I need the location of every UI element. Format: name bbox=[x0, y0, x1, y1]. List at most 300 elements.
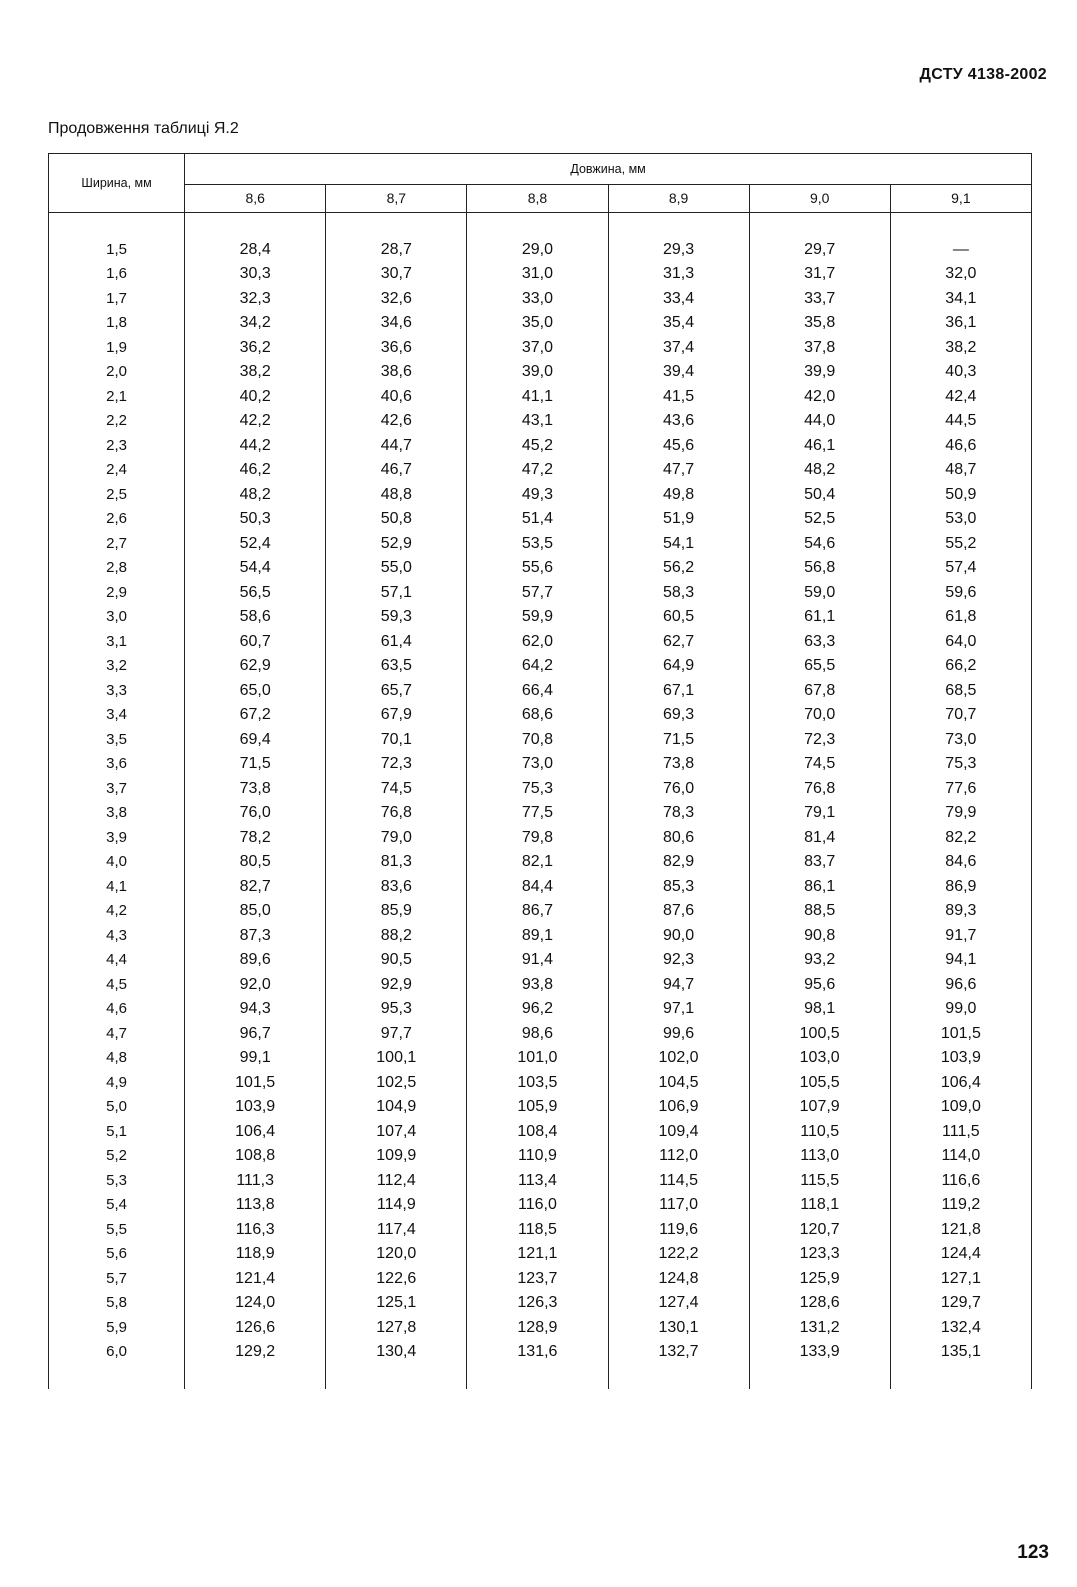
value-cell: 53,0 bbox=[890, 507, 1031, 532]
value-cell: 79,0 bbox=[326, 826, 467, 851]
value-cell: 98,1 bbox=[749, 997, 890, 1022]
width-cell: 1,7 bbox=[49, 287, 185, 312]
value-cell: 88,5 bbox=[749, 899, 890, 924]
value-cell: 57,1 bbox=[326, 581, 467, 606]
value-cell: 44,0 bbox=[749, 409, 890, 434]
value-cell: 39,4 bbox=[608, 360, 749, 385]
value-cell: 52,9 bbox=[326, 532, 467, 557]
value-cell: 76,8 bbox=[326, 801, 467, 826]
value-cell: 116,0 bbox=[467, 1193, 608, 1218]
value-cell: 112,4 bbox=[326, 1169, 467, 1194]
length-value-header: 8,7 bbox=[326, 184, 467, 212]
value-cell: 54,6 bbox=[749, 532, 890, 557]
value-cell: 104,9 bbox=[326, 1095, 467, 1120]
width-cell: 5,7 bbox=[49, 1267, 185, 1292]
value-cell: 55,2 bbox=[890, 532, 1031, 557]
value-cell: 42,2 bbox=[185, 409, 326, 434]
value-cell: 129,7 bbox=[890, 1291, 1031, 1316]
spacer-cell bbox=[749, 213, 890, 238]
value-cell: 85,0 bbox=[185, 899, 326, 924]
value-cell: 91,4 bbox=[467, 948, 608, 973]
value-cell: 54,4 bbox=[185, 556, 326, 581]
value-cell: 64,2 bbox=[467, 654, 608, 679]
table-row bbox=[49, 875, 1032, 900]
table-row bbox=[49, 1022, 1032, 1047]
value-cell: 93,2 bbox=[749, 948, 890, 973]
width-cell: 4,1 bbox=[49, 875, 185, 900]
tail-cell bbox=[608, 1365, 749, 1390]
value-cell: 129,2 bbox=[185, 1340, 326, 1365]
value-cell: 35,8 bbox=[749, 311, 890, 336]
width-cell: 2,4 bbox=[49, 458, 185, 483]
table-row bbox=[49, 1340, 1032, 1365]
value-cell: 55,6 bbox=[467, 556, 608, 581]
value-cell: 36,1 bbox=[890, 311, 1031, 336]
table-row bbox=[49, 1242, 1032, 1267]
width-cell: 2,7 bbox=[49, 532, 185, 557]
table-row bbox=[49, 654, 1032, 679]
value-cell: 65,7 bbox=[326, 679, 467, 704]
value-cell: 36,2 bbox=[185, 336, 326, 361]
value-cell: 75,3 bbox=[890, 752, 1031, 777]
value-cell: 50,3 bbox=[185, 507, 326, 532]
table-row bbox=[49, 385, 1032, 410]
table-row bbox=[49, 1144, 1032, 1169]
value-cell: 79,9 bbox=[890, 801, 1031, 826]
value-cell: 88,2 bbox=[326, 924, 467, 949]
width-cell: 2,1 bbox=[49, 385, 185, 410]
value-cell: 70,1 bbox=[326, 728, 467, 753]
value-cell: 40,6 bbox=[326, 385, 467, 410]
value-cell: 84,4 bbox=[467, 875, 608, 900]
value-cell: 36,6 bbox=[326, 336, 467, 361]
value-cell: 70,7 bbox=[890, 703, 1031, 728]
width-cell: 3,0 bbox=[49, 605, 185, 630]
value-cell: 52,4 bbox=[185, 532, 326, 557]
value-cell: 78,3 bbox=[608, 801, 749, 826]
width-cell: 5,6 bbox=[49, 1242, 185, 1267]
width-cell: 1,9 bbox=[49, 336, 185, 361]
value-cell: 105,9 bbox=[467, 1095, 608, 1120]
value-cell: 64,0 bbox=[890, 630, 1031, 655]
value-cell: 62,9 bbox=[185, 654, 326, 679]
value-cell: — bbox=[890, 238, 1031, 263]
value-cell: 111,5 bbox=[890, 1120, 1031, 1145]
value-cell: 73,0 bbox=[467, 752, 608, 777]
spacer-cell bbox=[467, 213, 608, 238]
table-row bbox=[49, 777, 1032, 802]
value-cell: 94,7 bbox=[608, 973, 749, 998]
length-values-row bbox=[49, 184, 1032, 212]
value-cell: 44,2 bbox=[185, 434, 326, 459]
value-cell: 123,7 bbox=[467, 1267, 608, 1292]
value-cell: 40,3 bbox=[890, 360, 1031, 385]
value-cell: 121,1 bbox=[467, 1242, 608, 1267]
length-group-header: Довжина, мм bbox=[185, 154, 1032, 185]
tail-cell bbox=[890, 1365, 1031, 1390]
width-cell: 5,5 bbox=[49, 1218, 185, 1243]
value-cell: 42,6 bbox=[326, 409, 467, 434]
value-cell: 76,0 bbox=[185, 801, 326, 826]
spacer-cell bbox=[185, 213, 326, 238]
value-cell: 131,2 bbox=[749, 1316, 890, 1341]
value-cell: 39,0 bbox=[467, 360, 608, 385]
document-code: ДСТУ 4138-2002 bbox=[919, 66, 1047, 83]
tail-cell bbox=[467, 1365, 608, 1390]
value-cell: 71,5 bbox=[608, 728, 749, 753]
width-cell: 3,9 bbox=[49, 826, 185, 851]
value-cell: 52,5 bbox=[749, 507, 890, 532]
value-cell: 58,3 bbox=[608, 581, 749, 606]
table-row bbox=[49, 630, 1032, 655]
width-cell: 5,1 bbox=[49, 1120, 185, 1145]
value-cell: 127,4 bbox=[608, 1291, 749, 1316]
value-cell: 72,3 bbox=[326, 752, 467, 777]
value-cell: 41,5 bbox=[608, 385, 749, 410]
width-cell: 1,5 bbox=[49, 238, 185, 263]
value-cell: 116,6 bbox=[890, 1169, 1031, 1194]
value-cell: 83,6 bbox=[326, 875, 467, 900]
value-cell: 95,3 bbox=[326, 997, 467, 1022]
value-cell: 76,8 bbox=[749, 777, 890, 802]
value-cell: 30,7 bbox=[326, 262, 467, 287]
value-cell: 97,7 bbox=[326, 1022, 467, 1047]
value-cell: 48,7 bbox=[890, 458, 1031, 483]
value-cell: 114,0 bbox=[890, 1144, 1031, 1169]
length-value-header: 9,1 bbox=[890, 184, 1031, 212]
value-cell: 35,4 bbox=[608, 311, 749, 336]
value-cell: 57,4 bbox=[890, 556, 1031, 581]
value-cell: 92,0 bbox=[185, 973, 326, 998]
value-cell: 130,1 bbox=[608, 1316, 749, 1341]
value-cell: 124,4 bbox=[890, 1242, 1031, 1267]
table-row bbox=[49, 238, 1032, 263]
value-cell: 122,6 bbox=[326, 1267, 467, 1292]
value-cell: 96,7 bbox=[185, 1022, 326, 1047]
value-cell: 103,9 bbox=[890, 1046, 1031, 1071]
value-cell: 62,7 bbox=[608, 630, 749, 655]
value-cell: 114,5 bbox=[608, 1169, 749, 1194]
length-value-header: 8,6 bbox=[185, 184, 326, 212]
value-cell: 33,4 bbox=[608, 287, 749, 312]
value-cell: 128,9 bbox=[467, 1316, 608, 1341]
value-cell: 32,3 bbox=[185, 287, 326, 312]
value-cell: 135,1 bbox=[890, 1340, 1031, 1365]
width-cell: 5,2 bbox=[49, 1144, 185, 1169]
value-cell: 109,0 bbox=[890, 1095, 1031, 1120]
value-cell: 121,4 bbox=[185, 1267, 326, 1292]
value-cell: 66,4 bbox=[467, 679, 608, 704]
table-row bbox=[49, 1120, 1032, 1145]
header-spacer-row bbox=[49, 213, 1032, 238]
width-cell: 4,0 bbox=[49, 850, 185, 875]
value-cell: 120,0 bbox=[326, 1242, 467, 1267]
value-cell: 86,7 bbox=[467, 899, 608, 924]
value-cell: 74,5 bbox=[326, 777, 467, 802]
value-cell: 51,9 bbox=[608, 507, 749, 532]
value-cell: 29,3 bbox=[608, 238, 749, 263]
value-cell: 67,9 bbox=[326, 703, 467, 728]
table-row bbox=[49, 850, 1032, 875]
value-cell: 64,9 bbox=[608, 654, 749, 679]
width-cell: 5,8 bbox=[49, 1291, 185, 1316]
value-cell: 89,3 bbox=[890, 899, 1031, 924]
value-cell: 61,4 bbox=[326, 630, 467, 655]
value-cell: 67,8 bbox=[749, 679, 890, 704]
value-cell: 125,9 bbox=[749, 1267, 890, 1292]
value-cell: 86,9 bbox=[890, 875, 1031, 900]
table-row bbox=[49, 605, 1032, 630]
table-row bbox=[49, 997, 1032, 1022]
value-cell: 49,8 bbox=[608, 483, 749, 508]
value-cell: 79,1 bbox=[749, 801, 890, 826]
value-cell: 61,1 bbox=[749, 605, 890, 630]
value-cell: 95,6 bbox=[749, 973, 890, 998]
value-cell: 73,8 bbox=[185, 777, 326, 802]
table-row bbox=[49, 434, 1032, 459]
width-cell: 6,0 bbox=[49, 1340, 185, 1365]
spacer-cell bbox=[326, 213, 467, 238]
length-value-header: 8,8 bbox=[467, 184, 608, 212]
value-cell: 101,0 bbox=[467, 1046, 608, 1071]
value-cell: 126,3 bbox=[467, 1291, 608, 1316]
value-cell: 128,6 bbox=[749, 1291, 890, 1316]
width-cell: 3,6 bbox=[49, 752, 185, 777]
value-cell: 74,5 bbox=[749, 752, 890, 777]
value-cell: 86,1 bbox=[749, 875, 890, 900]
width-cell: 3,8 bbox=[49, 801, 185, 826]
value-cell: 60,7 bbox=[185, 630, 326, 655]
value-cell: 100,5 bbox=[749, 1022, 890, 1047]
value-cell: 28,7 bbox=[326, 238, 467, 263]
value-cell: 108,8 bbox=[185, 1144, 326, 1169]
value-cell: 121,8 bbox=[890, 1218, 1031, 1243]
value-cell: 89,1 bbox=[467, 924, 608, 949]
value-cell: 34,2 bbox=[185, 311, 326, 336]
value-cell: 49,3 bbox=[467, 483, 608, 508]
value-cell: 80,5 bbox=[185, 850, 326, 875]
value-cell: 55,0 bbox=[326, 556, 467, 581]
value-cell: 40,2 bbox=[185, 385, 326, 410]
value-cell: 85,9 bbox=[326, 899, 467, 924]
tail-cell bbox=[749, 1365, 890, 1390]
value-cell: 127,8 bbox=[326, 1316, 467, 1341]
value-cell: 63,3 bbox=[749, 630, 890, 655]
value-cell: 43,6 bbox=[608, 409, 749, 434]
value-cell: 122,2 bbox=[608, 1242, 749, 1267]
table-row bbox=[49, 262, 1032, 287]
value-cell: 96,2 bbox=[467, 997, 608, 1022]
table-row bbox=[49, 899, 1032, 924]
tail-cell bbox=[326, 1365, 467, 1390]
data-table bbox=[48, 153, 1032, 1389]
tail-cell bbox=[49, 1365, 185, 1390]
value-cell: 76,0 bbox=[608, 777, 749, 802]
value-cell: 124,0 bbox=[185, 1291, 326, 1316]
value-cell: 46,2 bbox=[185, 458, 326, 483]
value-cell: 113,4 bbox=[467, 1169, 608, 1194]
value-cell: 62,0 bbox=[467, 630, 608, 655]
table-row bbox=[49, 973, 1032, 998]
value-cell: 127,1 bbox=[890, 1267, 1031, 1292]
value-cell: 32,6 bbox=[326, 287, 467, 312]
value-cell: 47,2 bbox=[467, 458, 608, 483]
value-cell: 106,4 bbox=[890, 1071, 1031, 1096]
value-cell: 82,1 bbox=[467, 850, 608, 875]
value-cell: 81,3 bbox=[326, 850, 467, 875]
value-cell: 132,4 bbox=[890, 1316, 1031, 1341]
length-value-header: 9,0 bbox=[749, 184, 890, 212]
value-cell: 51,4 bbox=[467, 507, 608, 532]
value-cell: 71,5 bbox=[185, 752, 326, 777]
value-cell: 133,9 bbox=[749, 1340, 890, 1365]
width-cell: 2,3 bbox=[49, 434, 185, 459]
value-cell: 33,7 bbox=[749, 287, 890, 312]
value-cell: 101,5 bbox=[890, 1022, 1031, 1047]
value-cell: 56,8 bbox=[749, 556, 890, 581]
value-cell: 82,9 bbox=[608, 850, 749, 875]
value-cell: 57,7 bbox=[467, 581, 608, 606]
value-cell: 79,8 bbox=[467, 826, 608, 851]
width-cell: 5,4 bbox=[49, 1193, 185, 1218]
value-cell: 118,1 bbox=[749, 1193, 890, 1218]
table-row bbox=[49, 556, 1032, 581]
width-cell: 2,2 bbox=[49, 409, 185, 434]
table-row bbox=[49, 1046, 1032, 1071]
value-cell: 113,0 bbox=[749, 1144, 890, 1169]
value-cell: 106,4 bbox=[185, 1120, 326, 1145]
value-cell: 61,8 bbox=[890, 605, 1031, 630]
value-cell: 103,5 bbox=[467, 1071, 608, 1096]
width-cell: 4,6 bbox=[49, 997, 185, 1022]
value-cell: 42,4 bbox=[890, 385, 1031, 410]
value-cell: 70,8 bbox=[467, 728, 608, 753]
width-cell: 1,6 bbox=[49, 262, 185, 287]
width-column-header: Ширина, мм bbox=[49, 154, 185, 213]
value-cell: 54,1 bbox=[608, 532, 749, 557]
value-cell: 73,0 bbox=[890, 728, 1031, 753]
value-cell: 80,6 bbox=[608, 826, 749, 851]
table-row bbox=[49, 532, 1032, 557]
width-cell: 4,3 bbox=[49, 924, 185, 949]
value-cell: 50,9 bbox=[890, 483, 1031, 508]
table-body bbox=[49, 213, 1032, 1390]
spacer-cell bbox=[608, 213, 749, 238]
width-cell: 2,9 bbox=[49, 581, 185, 606]
width-cell: 5,9 bbox=[49, 1316, 185, 1341]
value-cell: 124,8 bbox=[608, 1267, 749, 1292]
value-cell: 103,0 bbox=[749, 1046, 890, 1071]
value-cell: 38,2 bbox=[890, 336, 1031, 361]
width-cell: 2,8 bbox=[49, 556, 185, 581]
table-row bbox=[49, 1291, 1032, 1316]
value-cell: 67,2 bbox=[185, 703, 326, 728]
value-cell: 41,1 bbox=[467, 385, 608, 410]
value-cell: 110,5 bbox=[749, 1120, 890, 1145]
width-cell: 4,2 bbox=[49, 899, 185, 924]
value-cell: 65,5 bbox=[749, 654, 890, 679]
value-cell: 87,3 bbox=[185, 924, 326, 949]
value-cell: 33,0 bbox=[467, 287, 608, 312]
value-cell: 100,1 bbox=[326, 1046, 467, 1071]
value-cell: 126,6 bbox=[185, 1316, 326, 1341]
value-cell: 87,6 bbox=[608, 899, 749, 924]
table-row bbox=[49, 1267, 1032, 1292]
width-cell: 3,5 bbox=[49, 728, 185, 753]
table-row bbox=[49, 1193, 1032, 1218]
table-continuation-caption: Продовження таблиці Я.2 bbox=[48, 120, 239, 137]
table-row bbox=[49, 1095, 1032, 1120]
value-cell: 120,7 bbox=[749, 1218, 890, 1243]
value-cell: 42,0 bbox=[749, 385, 890, 410]
value-cell: 98,6 bbox=[467, 1022, 608, 1047]
table-row bbox=[49, 409, 1032, 434]
value-cell: 72,3 bbox=[749, 728, 890, 753]
value-cell: 73,8 bbox=[608, 752, 749, 777]
value-cell: 75,3 bbox=[467, 777, 608, 802]
value-cell: 59,9 bbox=[467, 605, 608, 630]
value-cell: 102,0 bbox=[608, 1046, 749, 1071]
value-cell: 34,1 bbox=[890, 287, 1031, 312]
value-cell: 93,8 bbox=[467, 973, 608, 998]
value-cell: 107,4 bbox=[326, 1120, 467, 1145]
value-cell: 83,7 bbox=[749, 850, 890, 875]
value-cell: 29,0 bbox=[467, 238, 608, 263]
table-row bbox=[49, 801, 1032, 826]
value-cell: 48,2 bbox=[749, 458, 890, 483]
value-cell: 89,6 bbox=[185, 948, 326, 973]
width-cell: 4,7 bbox=[49, 1022, 185, 1047]
table-row bbox=[49, 679, 1032, 704]
value-cell: 99,0 bbox=[890, 997, 1031, 1022]
value-cell: 69,4 bbox=[185, 728, 326, 753]
value-cell: 92,9 bbox=[326, 973, 467, 998]
value-cell: 112,0 bbox=[608, 1144, 749, 1169]
value-cell: 92,3 bbox=[608, 948, 749, 973]
value-cell: 66,2 bbox=[890, 654, 1031, 679]
width-cell: 1,8 bbox=[49, 311, 185, 336]
data-table-container bbox=[48, 153, 1032, 1389]
width-cell: 3,4 bbox=[49, 703, 185, 728]
width-cell: 3,7 bbox=[49, 777, 185, 802]
value-cell: 37,0 bbox=[467, 336, 608, 361]
value-cell: 96,6 bbox=[890, 973, 1031, 998]
value-cell: 68,5 bbox=[890, 679, 1031, 704]
value-cell: 97,1 bbox=[608, 997, 749, 1022]
value-cell: 111,3 bbox=[185, 1169, 326, 1194]
value-cell: 123,3 bbox=[749, 1242, 890, 1267]
width-cell: 2,5 bbox=[49, 483, 185, 508]
tail-cell bbox=[185, 1365, 326, 1390]
value-cell: 125,1 bbox=[326, 1291, 467, 1316]
value-cell: 68,6 bbox=[467, 703, 608, 728]
value-cell: 29,7 bbox=[749, 238, 890, 263]
spacer-cell bbox=[890, 213, 1031, 238]
width-cell: 5,3 bbox=[49, 1169, 185, 1194]
value-cell: 47,7 bbox=[608, 458, 749, 483]
value-cell: 90,5 bbox=[326, 948, 467, 973]
value-cell: 101,5 bbox=[185, 1071, 326, 1096]
value-cell: 117,4 bbox=[326, 1218, 467, 1243]
value-cell: 106,9 bbox=[608, 1095, 749, 1120]
value-cell: 39,9 bbox=[749, 360, 890, 385]
value-cell: 131,6 bbox=[467, 1340, 608, 1365]
value-cell: 90,8 bbox=[749, 924, 890, 949]
value-cell: 119,6 bbox=[608, 1218, 749, 1243]
value-cell: 45,6 bbox=[608, 434, 749, 459]
value-cell: 102,5 bbox=[326, 1071, 467, 1096]
value-cell: 90,0 bbox=[608, 924, 749, 949]
